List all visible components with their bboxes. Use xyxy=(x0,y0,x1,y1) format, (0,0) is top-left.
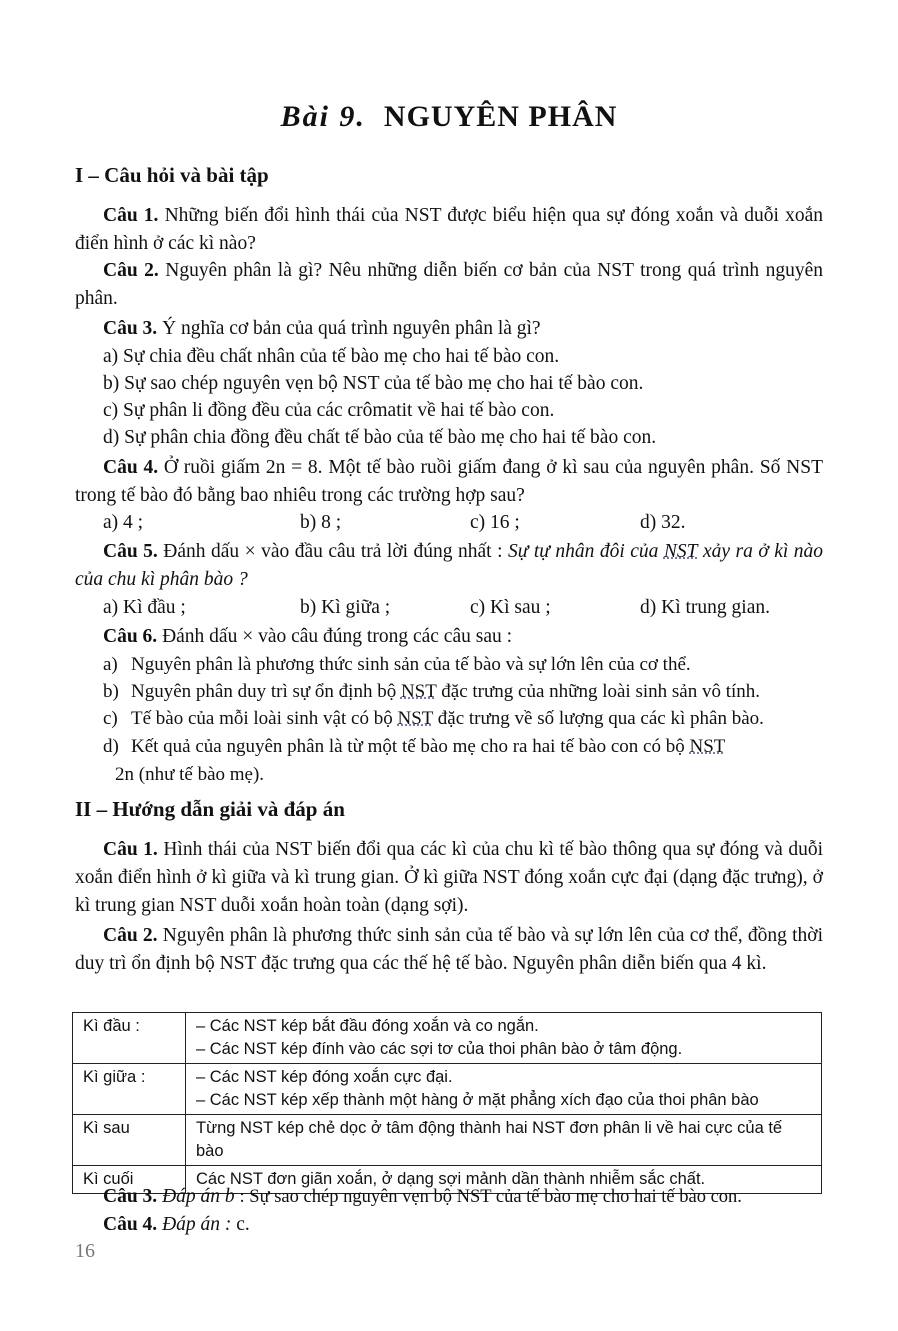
question-2-label: Câu 2. xyxy=(103,260,159,281)
question-6-item-d-nst: NST xyxy=(689,736,726,757)
answer-2 xyxy=(75,922,823,978)
question-6-item-c-text-1: Tế bào của mỗi loài sinh vật có bộ xyxy=(131,708,393,729)
question-6-item-d-label: d) xyxy=(103,736,119,757)
phase-name: Kì cuối xyxy=(73,1166,186,1194)
question-3-label: Câu 3. xyxy=(103,318,158,339)
question-6-item-b-nst: NST xyxy=(400,681,437,702)
phase-description xyxy=(186,1013,822,1064)
question-6-item-c-text-2: đặc trưng về số lượng qua các kì phân bào. xyxy=(437,708,764,729)
section-heading-questions: I – Câu hỏi và bài tập xyxy=(75,163,269,187)
lesson-name: NGUYÊN PHÂN xyxy=(383,100,618,133)
question-3-option-a: a) Sự chia đều chất nhân của tế bào mẹ cho hai tế bào con. xyxy=(103,346,560,367)
answer-4 xyxy=(103,1211,851,1239)
phase-description xyxy=(186,1064,822,1115)
answer-4-key: Đáp án : xyxy=(162,1214,232,1235)
phase-name: Kì sau xyxy=(73,1115,186,1166)
answer-4-label: Câu 4. xyxy=(103,1214,158,1235)
phase-line: – Các NST kép bắt đầu đóng xoắn và co ngắn. xyxy=(196,1017,539,1035)
question-6 xyxy=(75,623,823,651)
question-6-item-c-label: c) xyxy=(103,708,118,729)
answer-2-label: Câu 2. xyxy=(103,925,158,946)
table-row xyxy=(73,1013,822,1064)
phase-line: – Các NST kép đóng xoắn cực đại. xyxy=(196,1068,453,1086)
question-5-instruction: Đánh dấu × vào đầu câu trả lời đúng nhất : xyxy=(163,541,503,562)
question-2-text: Nguyên phân là gì? Nêu những diễn biến cơ bản của NST trong quá trình nguyên phân. xyxy=(75,260,824,309)
question-5-nst: NST xyxy=(663,541,698,562)
answer-1 xyxy=(75,836,823,920)
question-3-text: Ý nghĩa cơ bản của quá trình nguyên phân là gì? xyxy=(162,318,541,339)
question-3-option-c: c) Sự phân li đồng đều của các crômatit về hai tế bào con. xyxy=(103,400,555,421)
phase-line: Từng NST kép chẻ dọc ở tâm động thành hai NST đơn phân li về hai cực của tế bào xyxy=(196,1119,783,1160)
question-5 xyxy=(75,538,823,594)
answer-1-text: Hình thái của NST biến đổi qua các kì của chu kì tế bào thông qua sự đóng và duỗi xoắn điển hình ở kì giữa và kì trung gian. Ở kì giữa NST đóng xoắn cực đại (dạng đặc trưng), ở kì trung gian NST duỗi xoắn hoàn toàn (dạng sợi). xyxy=(75,839,823,916)
answer-4-text: c. xyxy=(236,1214,250,1235)
lesson-number: Bài 9. xyxy=(280,100,366,133)
question-5-option-c: c) Kì sau ; xyxy=(470,597,551,618)
phase-line: – Các NST kép xếp thành một hàng ở mặt phẳng xích đạo của thoi phân bào xyxy=(196,1091,759,1109)
answer-3-text: : Sự sao chép nguyên vẹn bộ NST của tế bào mẹ cho hai tế bào con. xyxy=(239,1187,742,1207)
page-title xyxy=(0,100,898,134)
answer-3 xyxy=(103,1183,851,1211)
question-6-item-b-text-1: Nguyên phân duy trì sự ổn định bộ xyxy=(131,681,397,702)
question-5-text-a: Sự tự nhân đôi của xyxy=(507,541,659,562)
phases-table xyxy=(72,1012,822,1194)
question-6-item-b-text xyxy=(131,678,823,706)
table-row xyxy=(73,1115,822,1166)
question-4-option-c: c) 16 ; xyxy=(470,512,520,533)
question-3 xyxy=(75,315,823,343)
question-4 xyxy=(75,454,823,510)
phase-name: Kì đầu : xyxy=(73,1013,186,1064)
question-5-label: Câu 5. xyxy=(103,541,158,562)
phase-name: Kì giữa : xyxy=(73,1064,186,1115)
phase-description xyxy=(186,1115,822,1166)
question-6-item-b-text-2: đặc trưng của những loài sinh sản vô tính. xyxy=(441,681,760,702)
answer-3-label: Câu 3. xyxy=(103,1186,158,1207)
question-6-item-d-text xyxy=(115,733,823,789)
question-4-option-b: b) 8 ; xyxy=(300,512,342,533)
question-6-item-b-label: b) xyxy=(103,681,119,702)
question-6-item-c-nst: NST xyxy=(397,708,434,729)
question-5-option-d: d) Kì trung gian. xyxy=(640,597,770,618)
question-6-item-d-text-2: 2n (như tế bào mẹ). xyxy=(115,764,265,785)
phase-line: – Các NST kép đính vào các sợi tơ của thoi phân bào ở tâm động. xyxy=(196,1040,683,1058)
table-row xyxy=(73,1064,822,1115)
question-2 xyxy=(75,257,823,313)
answer-1-label: Câu 1. xyxy=(103,839,158,860)
question-6-instruction: Đánh dấu × vào câu đúng trong các câu sau : xyxy=(162,626,513,647)
question-4-option-d: d) 32. xyxy=(640,512,686,533)
answer-2-text: Nguyên phân là phương thức sinh sản của tế bào và sự lớn lên của cơ thể, đồng thời duy trì ổn định bộ NST đặc trưng qua các thế hệ tế bào. Nguyên phân diễn biến qua 4 kì. xyxy=(75,925,824,974)
question-6-label: Câu 6. xyxy=(103,626,158,647)
question-5-option-b: b) Kì giữa ; xyxy=(300,597,391,618)
question-3-option-d: d) Sự phân chia đồng đều chất tế bào của tế bào mẹ cho hai tế bào con. xyxy=(103,427,657,448)
question-4-option-a: a) 4 ; xyxy=(103,512,144,533)
section-heading-answers: II – Hướng dẫn giải và đáp án xyxy=(75,797,345,821)
question-6-item-d-text-1: Kết quả của nguyên phân là từ một tế bào mẹ cho ra hai tế bào con có bộ xyxy=(131,736,685,757)
phase-line: Các NST đơn giãn xoắn, ở dạng sợi mảnh dần thành nhiễm sắc chất. xyxy=(196,1170,706,1188)
question-3-option-b: b) Sự sao chép nguyên vẹn bộ NST của tế bào mẹ cho hai tế bào con. xyxy=(103,373,644,394)
question-1-label: Câu 1. xyxy=(103,205,159,226)
question-5-text-b: xảy ra ở kì nào của chu kì phân bào ? xyxy=(75,541,824,590)
question-6-item-c-text xyxy=(131,705,823,733)
answer-3-key: Đáp án b xyxy=(162,1186,235,1207)
question-1 xyxy=(75,202,823,258)
question-4-label: Câu 4. xyxy=(103,457,159,478)
question-1-text: Những biến đổi hình thái của NST được biểu hiện qua sự đóng xoắn và duỗi xoắn điển hình ở các kì nào? xyxy=(75,205,823,254)
page-number: 16 xyxy=(75,1240,95,1262)
question-6-item-a-label: a) xyxy=(103,654,118,675)
question-4-text: Ở ruồi giấm 2n = 8. Một tế bào ruồi giấm đang ở kì sau của nguyên phân. Số NST trong tế bào đó bằng bao nhiêu trong các trường hợp sau? xyxy=(75,457,823,506)
question-5-option-a: a) Kì đầu ; xyxy=(103,597,186,618)
question-6-item-a-text: Nguyên phân là phương thức sinh sản của tế bào và sự lớn lên của cơ thể. xyxy=(131,654,691,675)
